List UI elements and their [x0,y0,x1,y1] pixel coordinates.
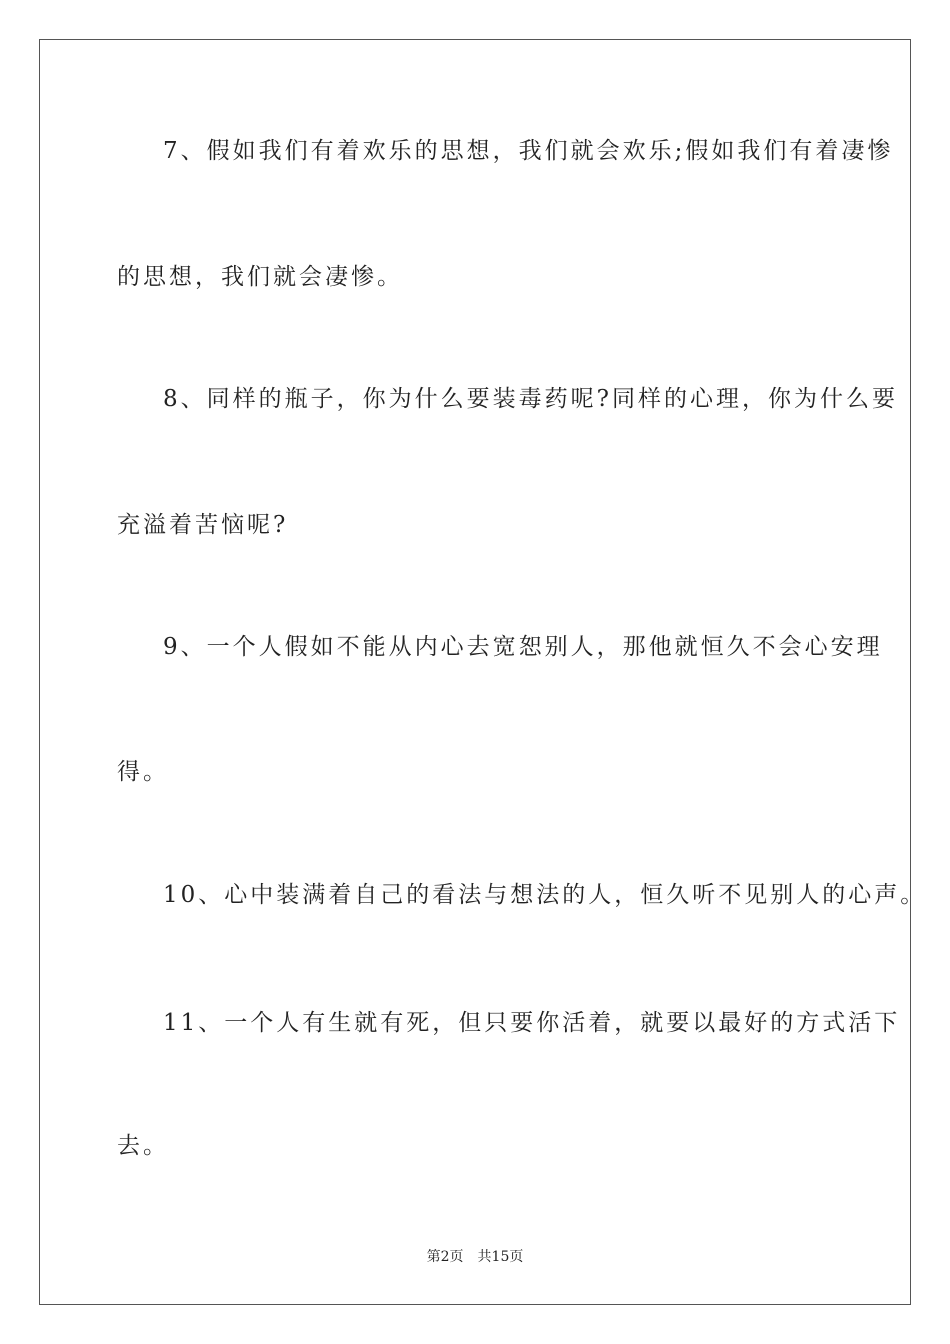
paragraph-9-line-1: 9、一个人假如不能从内心去宽恕别人，那他就恒久不会心安理 [163,634,883,660]
total-pages: 共15页 [477,1249,524,1265]
page-border [39,39,927,1305]
paragraph-11-line-1: 11、一个人有生就有死，但只要你活着，就要以最好的方式活下 [163,1010,901,1036]
paragraph-11-line-2: 去。 [117,1133,169,1159]
paragraph-8-line-2: 充溢着苦恼呢? [117,512,289,538]
paragraph-7-line-2: 的思想，我们就会凄惨。 [117,264,403,290]
paragraph-9-line-2: 得。 [117,759,169,785]
page-number: 第2页 [426,1249,464,1265]
paragraph-10-line-1: 10、心中装满着自己的看法与想法的人，恒久听不见别人的心声。 [163,882,927,908]
page-footer [0,1247,950,1267]
paragraph-7-line-1: 7、假如我们有着欢乐的思想，我们就会欢乐;假如我们有着凄惨 [163,138,894,164]
paragraph-8-line-1: 8、同样的瓶子，你为什么要装毒药呢?同样的心理，你为什么要 [163,386,898,412]
